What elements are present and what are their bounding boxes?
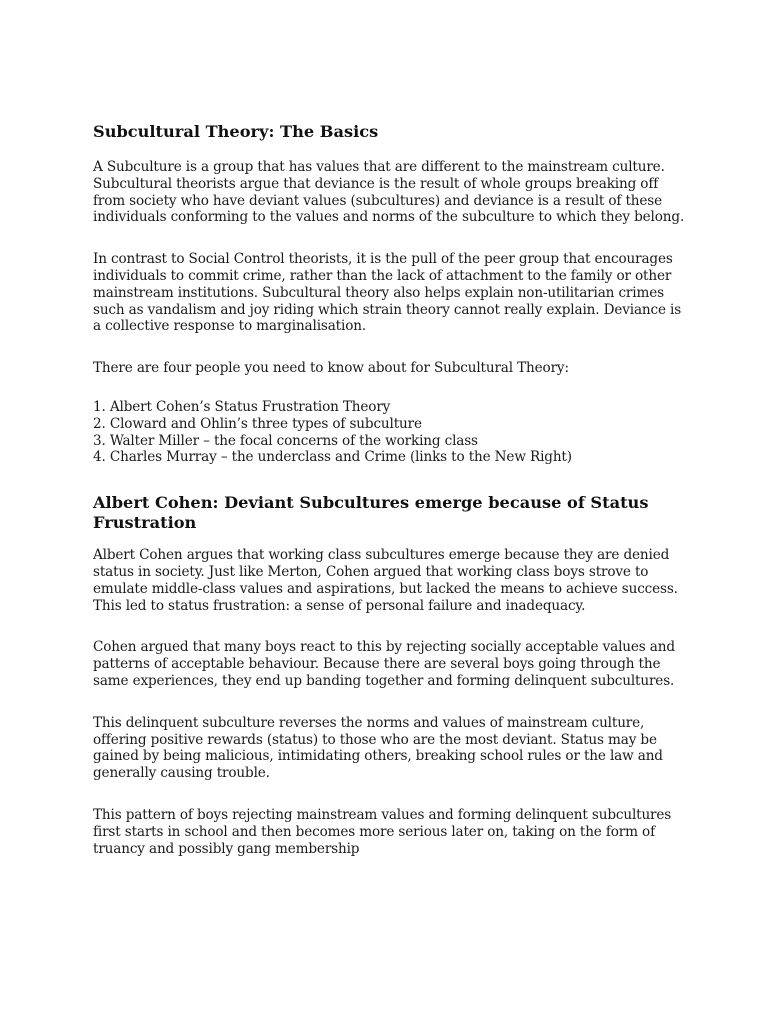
paragraph-school-pattern: This pattern of boys rejecting mainstream values and forming delinquent subcultures first starts in school and then becomes more serious later on, taking on the form of truancy and possibly gang membership — [93, 806, 672, 857]
list-item: 2. Cloward and Ohlin’s three types of subculture — [93, 415, 422, 432]
paragraph-four-people-intro: There are four people you need to know about for Subcultural Theory: — [93, 360, 569, 377]
paragraph-delinquent-subculture: This delinquent subculture reverses the norms and values of mainstream culture, offering positive rewards (status) to those who are the most deviant. Status may be gained by being malicious, intimidating others, breaking school rules or the law and generally causing trouble. — [93, 714, 663, 782]
document-page — [93, 121, 693, 857]
paragraph-subculture-definition: A Subculture is a group that has values that are different to the mainstream culture. Subcultural theorists argue that deviance is the result of whole groups breaking off from society who have deviant values (subcultures) and deviance is a result of these individuals conforming to the values and norms of the subculture to which they belong. — [93, 159, 685, 226]
list-item: 1. Albert Cohen’s Status Frustration Theory — [93, 398, 391, 415]
section-heading-basics: Subcultural Theory: The Basics — [93, 122, 379, 141]
paragraph-social-control-contrast: In contrast to Social Control theorists, it is the pull of the peer group that encourages individuals to commit crime, rather than the lack of attachment to the family or other mainstream institutions. Subcultural theory also helps explain non-utilitarian crimes such as vandalism and joy riding which strain theory cannot really explain. Deviance is a collective response to marginalisation. — [93, 251, 682, 335]
section-heading-cohen: Albert Cohen: Deviant Subcultures emerge because of Status Frustration — [93, 493, 649, 533]
paragraph-cohen-rejection: Cohen argued that many boys react to this by rejecting socially acceptable values and patterns of acceptable behaviour. Because there are several boys going through the same experiences, they end up banding together and forming delinquent subcultures. — [93, 639, 675, 689]
list-item: 4. Charles Murray – the underclass and Crime (links to the New Right) — [93, 449, 572, 466]
list-item: 3. Walter Miller – the focal concerns of the working class — [93, 432, 478, 449]
theorist-list — [93, 399, 693, 466]
paragraph-cohen-status: Albert Cohen argues that working class subcultures emerge because they are denied status in society. Just like Merton, Cohen argued that working class boys strove to emulate middle-class values and aspirations, but lacked the means to achieve success. This led to status frustration: a sense of personal failure and inadequacy. — [93, 547, 678, 614]
